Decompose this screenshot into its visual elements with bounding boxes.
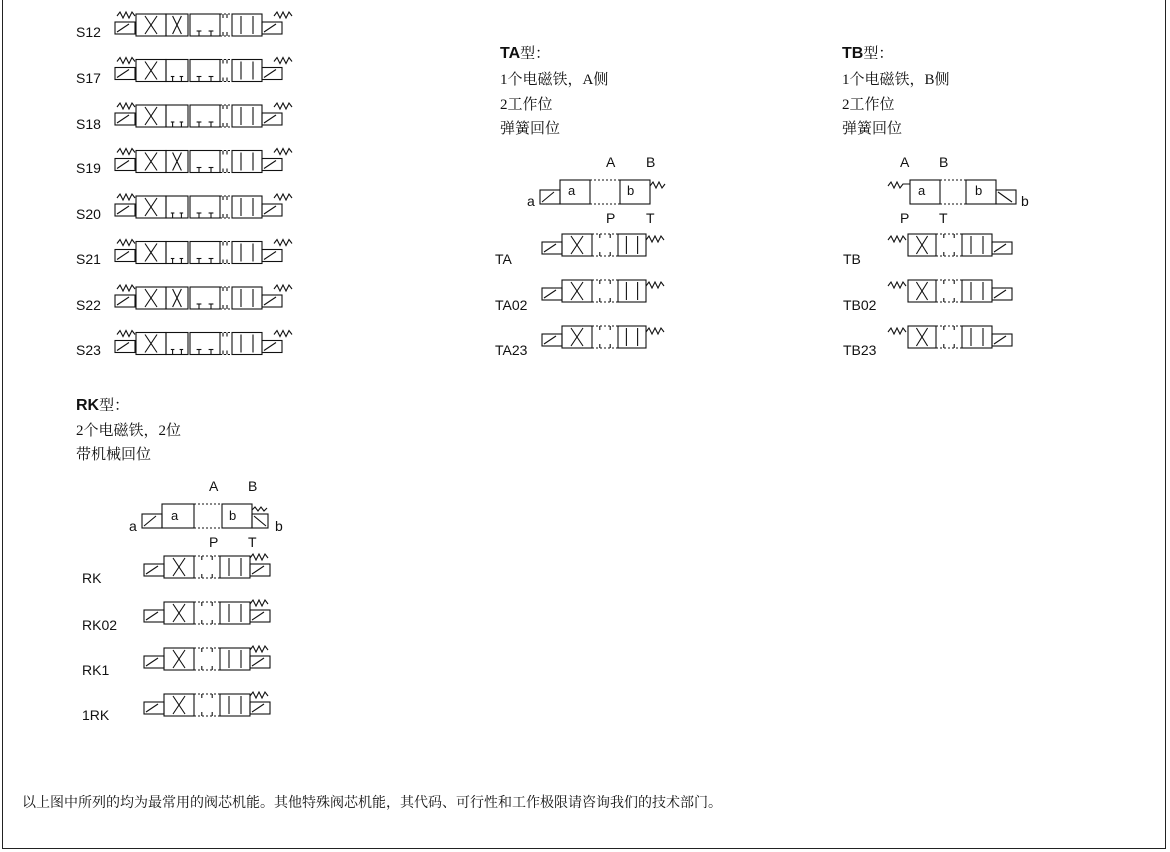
tb-line1: 1个电磁铁，B侧 [842, 72, 950, 88]
tb-line3: 弹簧回位 [842, 121, 903, 137]
rk-heading: RK型： [76, 397, 130, 414]
code-ta23: TA23 [495, 342, 528, 358]
code-s19: S19 [76, 160, 101, 176]
code-tb02: TB02 [843, 297, 877, 313]
rk-line2: 带机械回位 [76, 447, 152, 463]
ta-symbols [540, 230, 670, 360]
code-s20: S20 [76, 206, 101, 222]
code-s23: S23 [76, 342, 101, 358]
ta-port-a: A [606, 154, 616, 170]
rk-port-a: A [209, 478, 219, 494]
tb-symbols [886, 230, 1018, 360]
code-1rk: 1RK [82, 707, 110, 723]
rk-port-b: B [248, 478, 258, 494]
tb-port-a: A [900, 154, 910, 170]
rk-box-b: b [229, 508, 237, 523]
tb-port-b: B [939, 154, 949, 170]
code-s21: S21 [76, 251, 101, 267]
tb-solenoid-b: b [1021, 193, 1029, 209]
footer-note: 以上图中所列的均为最常用的阀芯机能。其他特殊阀芯机能，其代码、可行性和工作极限请咨询我们的技术部门。 [22, 796, 722, 811]
code-tb23: TB23 [843, 342, 877, 358]
code-s17: S17 [76, 70, 101, 86]
code-s12: S12 [76, 24, 101, 40]
ta-line3: 弹簧回位 [500, 121, 561, 137]
rk-solenoid-a: a [129, 518, 137, 534]
tb-box-b: b [975, 183, 983, 198]
rk-port-t: T [248, 534, 257, 550]
code-tb: TB [843, 251, 861, 267]
ta-heading: TA型： [500, 45, 551, 62]
s-series-symbols [112, 8, 302, 358]
code-s22: S22 [76, 297, 101, 313]
code-s18: S18 [76, 116, 101, 132]
rk-solenoid-b: b [275, 518, 283, 534]
ta-port-p: P [606, 210, 616, 226]
ta-port-b: B [646, 154, 656, 170]
ta-line1: 1个电磁铁，A侧 [500, 72, 609, 88]
ta-box-b: b [627, 183, 635, 198]
rk-schematic [140, 498, 272, 534]
code-ta02: TA02 [495, 297, 528, 313]
tb-line2: 2工作位 [842, 97, 895, 113]
ta-port-t: T [646, 210, 655, 226]
rk-box-a: a [171, 508, 179, 523]
code-rk02: RK02 [82, 617, 118, 633]
ta-box-a: a [568, 183, 576, 198]
rk-line1: 2个电磁铁，2位 [76, 423, 182, 439]
code-rk: RK [82, 570, 102, 586]
rk-port-p: P [209, 534, 219, 550]
code-ta: TA [495, 251, 512, 267]
rk-symbols [142, 552, 274, 727]
tb-schematic [886, 174, 1018, 210]
code-rk1: RK1 [82, 662, 110, 678]
ta-solenoid-a: a [527, 193, 535, 209]
ta-schematic [538, 174, 668, 210]
ta-line2: 2工作位 [500, 97, 553, 113]
tb-box-a: a [918, 183, 926, 198]
tb-port-p: P [900, 210, 910, 226]
tb-port-t: T [939, 210, 948, 226]
tb-heading: TB型： [842, 45, 894, 62]
